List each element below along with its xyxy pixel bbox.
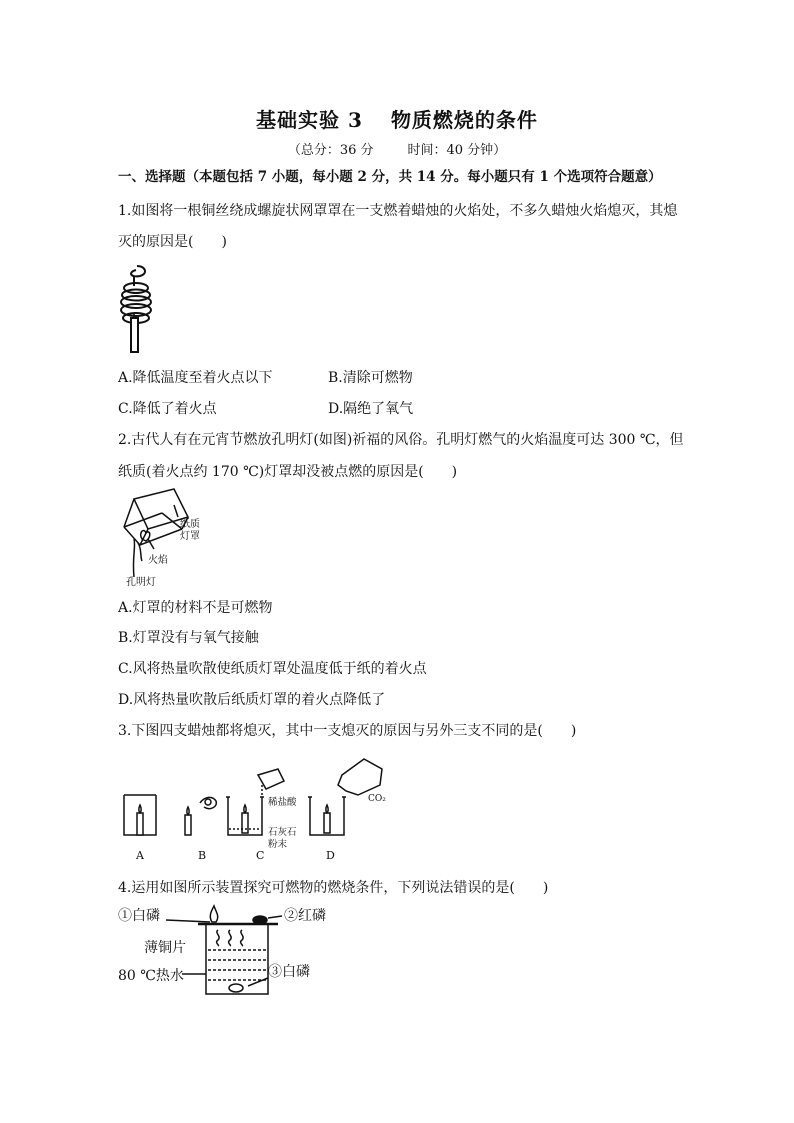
q2-label-lamp: 孔明灯 bbox=[126, 577, 156, 588]
q3-label-limestone2: 粉末 bbox=[268, 839, 288, 850]
q3-figure-four-candles bbox=[112, 755, 402, 865]
q4-line1: 4.运用如图所示装置探究可燃物的燃烧条件，下列说法错误的是( ) bbox=[118, 880, 549, 896]
q3-label-b: B bbox=[198, 849, 207, 862]
q1-option-a: A.降低温度至着火点以下 bbox=[118, 370, 273, 386]
title-left: 基础实验 3 bbox=[256, 108, 363, 132]
q2-figure-kongming-lantern bbox=[112, 487, 232, 592]
q1-option-b: B.清除可燃物 bbox=[328, 370, 413, 386]
time-limit: 时间：40 分钟） bbox=[407, 143, 507, 158]
q3-line1: 3.下图四支蜡烛都将熄灭，其中一支熄灭的原因与另外三支不同的是( ) bbox=[118, 723, 577, 739]
q2-option-d: D.风将热量吹散后纸质灯罩的着火点降低了 bbox=[118, 692, 386, 708]
q4-label-water: 80 ℃热水 bbox=[118, 968, 184, 984]
q3-label-a: A bbox=[136, 849, 144, 862]
total-score: （总分：36 分 bbox=[287, 143, 374, 158]
q1-option-d: D.隔绝了氧气 bbox=[328, 401, 414, 417]
q2-label-paper: 纸质 bbox=[180, 519, 200, 530]
q1-option-c: C.降低了着火点 bbox=[118, 401, 217, 417]
q4-label-red: ②红磷 bbox=[284, 908, 326, 924]
q4-label-white3: ③白磷 bbox=[268, 964, 310, 980]
title-right: 物质燃烧的条件 bbox=[390, 108, 538, 132]
q2-option-a: A.灯罩的材料不是可燃物 bbox=[118, 600, 273, 616]
q1-line1: 1.如图将一根铜丝绕成螺旋状网罩罩在一支燃着蜡烛的火焰处，不多久蜡烛火焰熄灭，其熄 bbox=[118, 203, 678, 219]
q3-label-limestone1: 石灰石 bbox=[268, 827, 297, 838]
q2-label-flame: 火焰 bbox=[148, 555, 168, 566]
page-subtitle bbox=[0, 139, 794, 158]
q1-line2: 灭的原因是( ) bbox=[118, 234, 227, 250]
q3-label-co2: CO₂ bbox=[368, 794, 386, 804]
section-heading: 一、选择题（本题包括 7 小题，每小题 2 分，共 14 分。每小题只有 1 个选项符合题意） bbox=[118, 169, 662, 185]
q2-line2: 纸质(着火点约 170 ℃)灯罩却没被点燃的原因是( ) bbox=[118, 464, 458, 480]
q1-figure-copper-coil-candle bbox=[112, 262, 162, 357]
q4-figure-phosphorus-apparatus bbox=[118, 900, 358, 1002]
q4-label-white1: ①白磷 bbox=[118, 908, 160, 924]
q2-label-shade: 灯罩 bbox=[180, 531, 200, 542]
q3-label-c: C bbox=[256, 849, 265, 862]
q2-option-c: C.风将热量吹散使纸质灯罩处温度低于纸的着火点 bbox=[118, 661, 427, 677]
q2-option-b: B.灯罩没有与氧气接触 bbox=[118, 630, 259, 646]
q3-label-acid: 稀盐酸 bbox=[268, 797, 297, 808]
page-title bbox=[0, 104, 794, 133]
q3-label-d: D bbox=[326, 849, 335, 862]
q2-line1: 2.古代人有在元宵节燃放孔明灯(如图)祈福的风俗。孔明灯燃气的火焰温度可达 300 ℃，但 bbox=[118, 432, 684, 448]
q4-label-copper: 薄铜片 bbox=[144, 940, 186, 956]
